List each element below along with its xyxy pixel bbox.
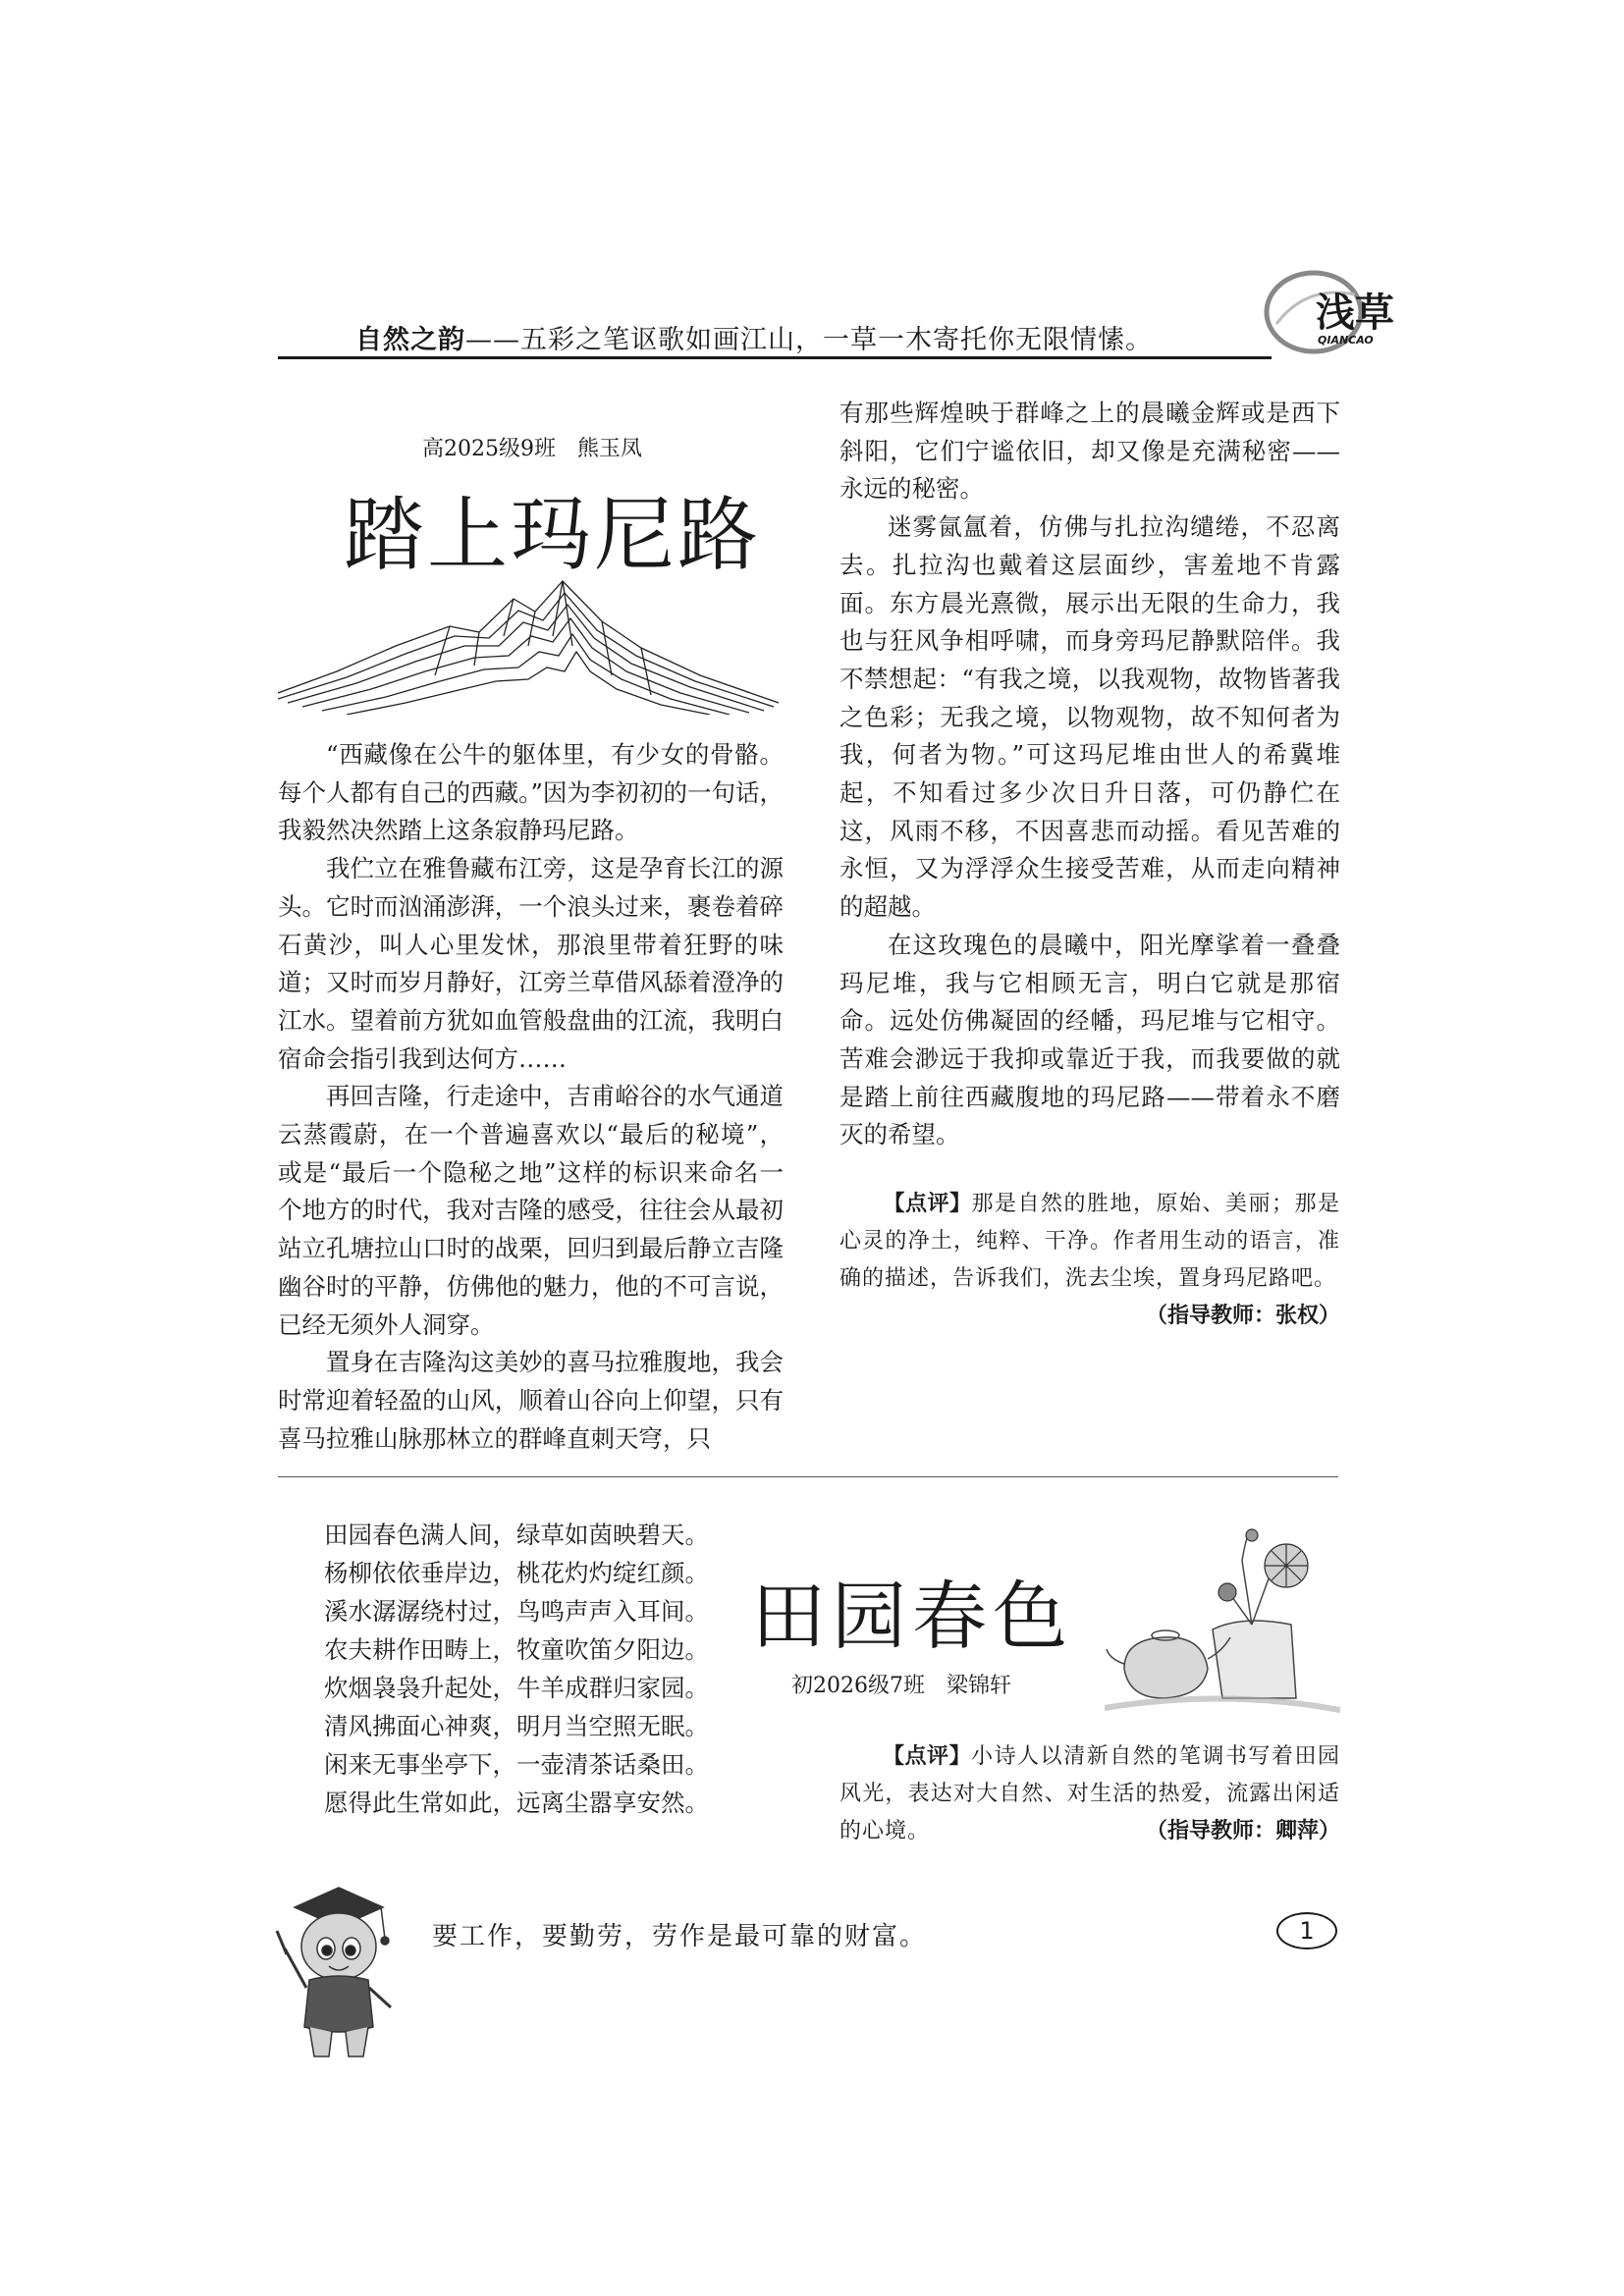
- section-divider: [278, 1476, 1338, 1477]
- article2-title: 田园春色: [751, 1573, 1073, 1660]
- article1-title: 踏上玛尼路: [344, 489, 762, 582]
- paragraph: 在这玫瑰色的晨曦中，阳光摩挲着一叠叠玛尼堆，我与它相顾无言，明白它就是那宿命。远处仿佛凝固的经幡，玛尼堆与它相守。苦难会渺远于我抑或靠近于我，而我要做的就是踏上前往西藏腹地的玛尼路——带着永不磨灭的希望。: [839, 930, 1340, 1149]
- article1-body-right: [839, 395, 1340, 1154]
- poem-line: 清风拂面心神爽，明月当空照无眠。: [324, 1712, 709, 1740]
- poem-line: 溪水潺潺绕村过，鸟鸣声声入耳间。: [324, 1597, 709, 1626]
- section-name: 自然之韵: [355, 325, 465, 355]
- article2-comment: [839, 1738, 1340, 1850]
- poem-line: 农夫耕作田畴上，牧童吹笛夕阳边。: [324, 1635, 709, 1664]
- teacher-credit: （指导教师：卿萍）: [1145, 1819, 1340, 1843]
- mountain-illustration: [278, 577, 779, 715]
- page-number: 1: [1276, 1912, 1337, 1949]
- section-tagline: ——五彩之笔讴歌如画江山，一草一木寄托你无限情愫。: [465, 325, 1153, 355]
- paragraph: 再回吉隆，行走途中，吉甫峪谷的水气通道云蒸霞蔚，在一个普遍喜欢以“最后的秘境”，或是“最后一个隐秘之地”这样的标识来命名一个地方的时代，我对吉隆的感受，往往会从最初站立孔塘拉山口时的战栗，回归到最后静立吉隆幽谷时的平静，仿佛他的魅力，他的不可言说，已经无须外人洞穿。: [278, 1082, 784, 1339]
- comment-paragraph: [839, 1738, 1340, 1850]
- logo-text-en: QIANCAO: [1318, 334, 1374, 347]
- paragraph: 我伫立在雅鲁藏布江旁，这是孕育长江的源头。它时而汹涌澎湃，一个浪头过来，裹卷着碎石黄沙，叫人心里发怵，那浪里带着狂野的味道；又时而岁月静好，江旁兰草借风舔着澄净的江水。望着前方犹如血管般盘曲的江流，我明白宿命会指引我到达何方……: [278, 854, 784, 1073]
- paragraph-continuation: 有那些辉煌映于群峰之上的晨曦金辉或是西下斜阳，它们宁谧依旧，却又像是充满秘密——永远的秘密。: [839, 399, 1340, 504]
- paragraph: 置身在吉隆沟这美妙的喜马拉雅腹地，我会时常迎着轻盈的山风，顺着山谷向上仰望，只有喜马拉雅山脉那林立的群峰直刺天穹，只: [278, 1348, 784, 1453]
- header-divider: [278, 356, 1272, 359]
- comment-tag: 【点评】: [883, 1192, 972, 1216]
- poem-body: [324, 1516, 709, 1822]
- header-banner: [355, 318, 1153, 356]
- paragraph: 迷雾氤氲着，仿佛与扎拉沟缱绻，不忍离去。扎拉沟也戴着这层面纱，害羞地不肯露面。东方晨光熹微，展示出无限的生命力，我也与狂风争相呼啸，而身旁玛尼静默陪伴。我不禁想起：“有我之境，以我观物，故物皆著我之色彩；无我之境，以物观物，故不知何者为我，何者为物。”可这玛尼堆由世人的希冀堆起，不知看过多少次日升日落，可仍静伫在这，风雨不移，不因喜悲而动摇。看见苦难的永恒，又为浮浮众生接受苦难，从而走向精神的超越。: [839, 512, 1340, 922]
- poem-line: 愿得此生常如此，远离尘嚣享安然。: [324, 1789, 709, 1817]
- article1-comment: [839, 1186, 1340, 1335]
- comment-tag: 【点评】: [883, 1744, 972, 1769]
- mascot-illustration: [265, 1870, 403, 2061]
- qiancao-logo: [1257, 265, 1404, 373]
- poem-line: 杨柳依依垂岸边，桃花灼灼绽红颜。: [324, 1559, 709, 1587]
- paragraph: “西藏像在公牛的躯体里，有少女的骨骼。每个人都有自己的西藏。”因为李初初的一句话，我毅然决然踏上这条寂静玛尼路。: [278, 740, 784, 845]
- comment-text: 小诗人以清新自然的笔调书写着田园风光，表达对大自然、对生活的热爱，流露出闲适的心境。: [839, 1744, 1340, 1843]
- teapot-flower-illustration: [1105, 1522, 1340, 1718]
- comment-text: 那是自然的胜地，原始、美丽；那是心灵的净土，纯粹、干净。作者用生动的语言，准确的描述，告诉我们，洗去尘埃，置身玛尼路吧。: [839, 1192, 1340, 1291]
- article1-body-left: [278, 736, 784, 1458]
- footer-motto: 要工作，要勤劳，劳作是最可靠的财富。: [432, 1922, 928, 1951]
- article2-author: 初2026级7班 梁锦轩: [791, 1674, 1011, 1698]
- logo-text-cn: 浅草: [1316, 291, 1394, 336]
- poem-line: 闲来无事坐亭下，一壶清茶话桑田。: [324, 1750, 709, 1779]
- poem-line: 田园春色满人间，绿草如茵映碧天。: [324, 1521, 709, 1549]
- teacher-credit: （指导教师：张权）: [1145, 1304, 1340, 1328]
- poem-line: 炊烟袅袅升起处，牛羊成群归家园。: [324, 1674, 709, 1702]
- article1-author: 高2025级9班 熊玉凤: [422, 437, 642, 461]
